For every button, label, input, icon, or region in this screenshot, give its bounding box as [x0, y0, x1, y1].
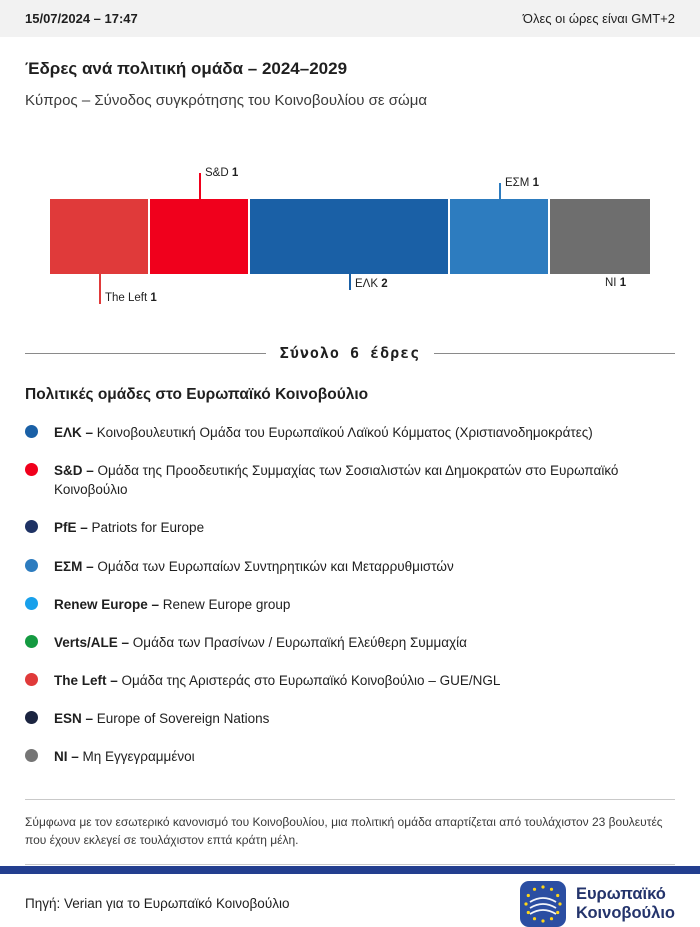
legend-item-verts-ale: [25, 633, 675, 652]
total-divider-right: [434, 353, 675, 354]
bar-segment-the-left[interactable]: [50, 199, 150, 274]
bar-segment-sd[interactable]: [150, 199, 250, 274]
legend-dot-sd: [25, 463, 38, 476]
bar-segment-esm[interactable]: [450, 199, 550, 274]
legend-label-pfe: PfE – Patriots for Europe: [54, 520, 205, 536]
legend-label-esm: ΕΣΜ – Ομάδα των Ευρωπαίων Συντηρητικών και Μεταρρυθμιστών: [54, 558, 454, 574]
legend-item-ni: [25, 747, 675, 766]
footer-bar: [0, 866, 700, 874]
legend-list: [25, 423, 675, 767]
legend-label-the-left: The Left – Ομάδα της Αριστεράς στο Ευρωπαϊκό Κοινοβούλιο – GUE/NGL: [54, 673, 501, 689]
logo-text-line2: Κοινοβούλιο: [575, 903, 675, 922]
logo-text-line1: Ευρωπαϊκό: [575, 884, 666, 903]
legend-item-the-left: [25, 671, 675, 690]
footnote-text: Σύμφωνα με τον εσωτερικό κανονισμό του Κοινοβουλίου, μια πολιτική ομάδα απαρτίζεται από τουλάχιστον 23 βουλευτές που έχουν εκλεγεί σε τουλάχιστον επτά κράτη μέλη.: [25, 814, 663, 847]
callout-tick-the-left: [99, 274, 101, 304]
callout-tick-sd: [199, 173, 201, 199]
legend-label-esn: ESN – Europe of Sovereign Nations: [54, 711, 270, 727]
ep-logo: [520, 881, 675, 927]
bar-segment-elk[interactable]: [250, 199, 450, 274]
total-divider-left: [25, 353, 266, 354]
status-bar: [0, 0, 700, 37]
legend-label-ni: NI – Μη Εγγεγραμμένοι: [54, 749, 195, 765]
callout-tick-elk: [349, 274, 351, 290]
bar-segment-label-ni: NI 1: [605, 277, 627, 289]
legend-item-elk: [25, 423, 675, 442]
legend-heading: Πολιτικές ομάδες στο Ευρωπαϊκό Κοινοβούλιο: [25, 386, 369, 403]
bar-segment-ni[interactable]: [550, 199, 650, 274]
seats-chart: [25, 159, 675, 314]
legend-item-renew-europe: [25, 595, 675, 614]
legend-dot-elk: [25, 425, 38, 438]
legend-item-esm: [25, 557, 675, 576]
bar-segment-label-the-left: The Left 1: [104, 292, 157, 304]
legend-label-renew-europe: Renew Europe – Renew Europe group: [54, 596, 291, 612]
footnote-divider-top: [25, 799, 675, 800]
footnote-divider-bottom: [25, 864, 675, 865]
bar-segment-label-elk: ΕΛΚ 2: [355, 278, 388, 290]
legend-dot-verts-ale: [25, 635, 38, 648]
page-subtitle: Κύπρος – Σύνοδος συγκρότησης του Κοινοβουλίου σε σώμα: [25, 92, 428, 109]
legend-dot-esm: [25, 559, 38, 572]
legend-label-verts-ale: Verts/ALE – Ομάδα των Πρασίνων / Ευρωπαϊκή Ελεύθερη Συμμαχία: [54, 634, 467, 650]
legend-dot-pfe: [25, 520, 38, 533]
callout-tick-esm: [499, 183, 501, 199]
timezone-note: Όλες οι ώρες είναι GMT+2: [522, 11, 675, 26]
total-seats-label: Σύνολο 6 έδρες: [279, 344, 421, 362]
legend-dot-renew-europe: [25, 597, 38, 610]
european-parliament-logo-icon: [520, 881, 566, 927]
legend-item-sd: [25, 461, 675, 499]
content: [0, 59, 700, 927]
footer: [25, 881, 675, 927]
legend-dot-esn: [25, 711, 38, 724]
legend-label-elk: ΕΛΚ – Κοινοβουλευτική Ομάδα του Ευρωπαϊκού Λαϊκού Κόμματος (Χριστιανοδημοκράτες): [54, 425, 593, 440]
legend-dot-ni: [25, 749, 38, 762]
legend-label-sd: S&D – Ομάδα της Προοδευτικής Συμμαχίας των Σοσιαλιστών και Δημοκρατών στο Ευρωπαϊκό Κοινοβούλιο: [54, 463, 619, 498]
source-text: Πηγή: Verian για το Ευρωπαϊκό Κοινοβούλιο: [25, 896, 290, 912]
datetime-text: 15/07/2024 – 17:47: [25, 11, 138, 26]
legend-item-pfe: [25, 518, 675, 537]
legend-item-esn: [25, 709, 675, 728]
total-seats-row: [25, 344, 675, 362]
bar-segment-label-sd: S&D 1: [205, 167, 239, 179]
legend-dot-the-left: [25, 673, 38, 686]
logo-text: [576, 885, 675, 923]
seats-bar: [50, 159, 650, 314]
bar-segment-label-esm: ΕΣΜ 1: [505, 177, 539, 189]
page-title: Έδρες ανά πολιτική ομάδα – 2024–2029: [25, 59, 348, 78]
